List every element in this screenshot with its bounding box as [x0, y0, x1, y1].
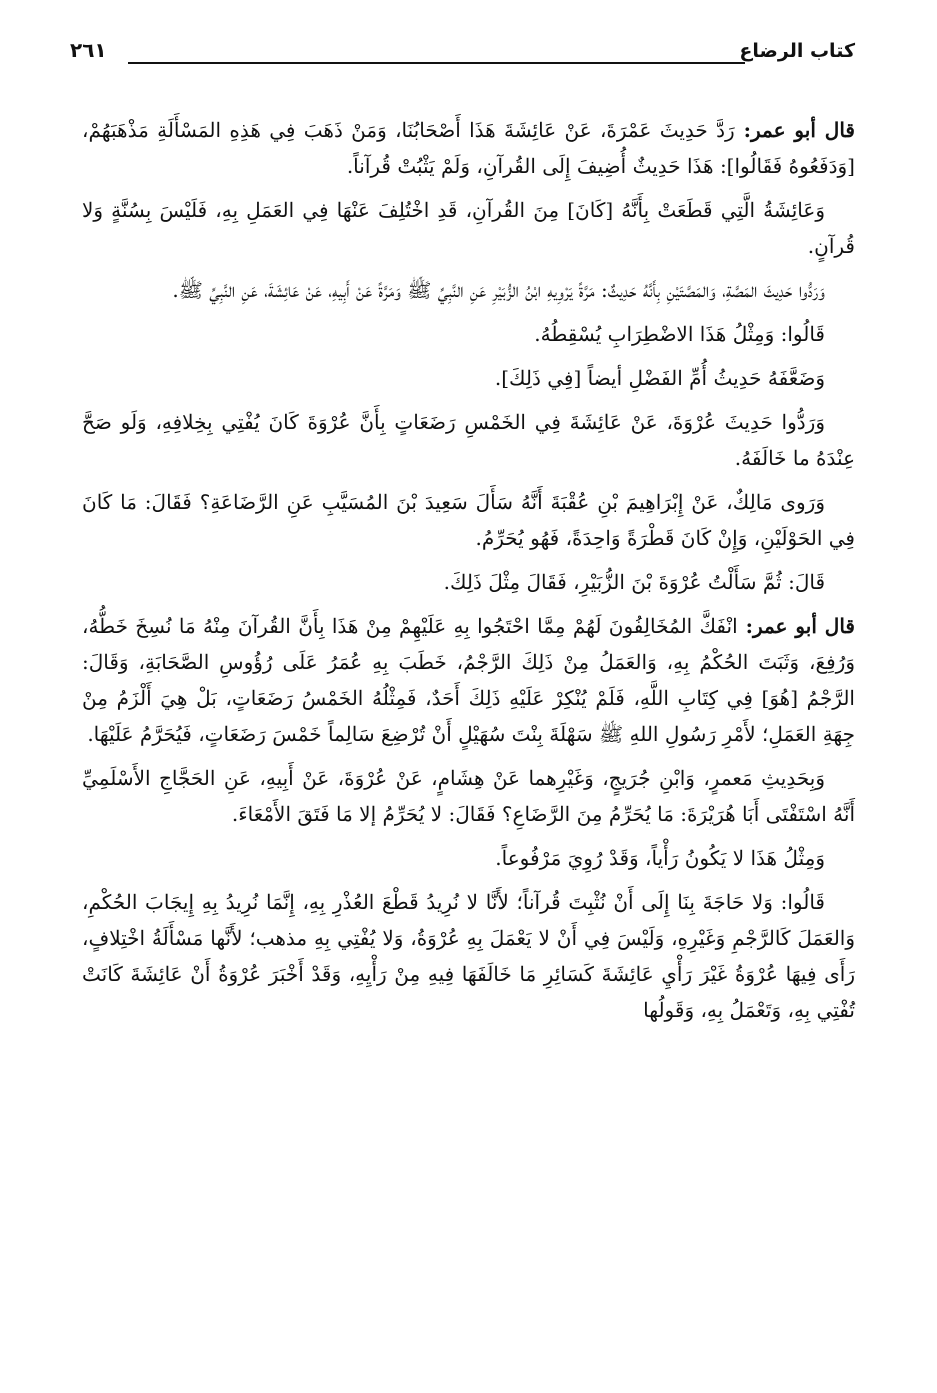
paragraph-text: قَالُوا: وَمِثْلُ هَذَا الاضْطِرَابِ يُسْقِطُهُ.	[534, 322, 825, 346]
header-rule	[128, 62, 745, 64]
paragraph-text: قَالَ: ثُمَّ سَأَلْتُ عُرْوَةَ بْنَ الزُّبَيْرِ، فَقَالَ مِثْلَ ذَلِكَ.	[443, 570, 825, 594]
paragraph	[82, 112, 855, 184]
paragraph-text: انْفَكَّ المُخَالِفُونَ لَهُمْ مِمَّا احْتَجُوا بِهِ عَلَيْهِمْ مِنْ هَذَا بِأَنَّ القُرآنَ مِنْهُ مَا نُسِخَ خَطُّهُ، وَرُفِعَ، وَثَبَتَ الحُكْمُ بِهِ، وَالعَمَلُ مِنْ ذَلِكَ الرَّجْمُ، خَطَبَ بِهِ عُمَرُ عَلَى رُؤُوسِ الصَّحَابَةِ، وَقَالَ: الرَّجْمُ [هُوَ] فِي كِتَابِ اللَّهِ، فَلَمْ يُنْكِرْ عَلَيْهِ ذَلِكَ أَحَدٌ، فَمِثْلُهُ الخَمْسُ رَضَعَاتٍ، بَلْ هِيَ أَلْزَمُ مِنْ جِهَةِ العَمَلِ؛ لأَمْرِ رَسُولِ اللهِ ﷺ سَهْلَةَ بِنْتَ سُهَيْلٍ أَنْ تُرْضِعَ سَالِماً خَمْسَ رَضَعَاتٍ، فَيُحَرَّمُ عَلَيْهَا.	[82, 614, 855, 746]
speaker-label: قال أبو عمر:	[737, 614, 855, 638]
paragraph	[82, 608, 855, 752]
paragraph	[82, 272, 855, 308]
paragraph	[82, 564, 855, 600]
paragraph	[82, 360, 855, 396]
page-header	[70, 38, 855, 78]
paragraph-text: وَعَائِشَةُ الَّتِي قَطَعَتْ بِأَنَّهُ [كَانَ] مِنَ القُرآنِ، قَدِ اخْتُلِفَ عَنْهَا فِي العَمَلِ بِهِ، فَلَيْسَ بِسُنَّةٍ وَلا قُرآنٍ.	[82, 198, 855, 258]
paragraph	[82, 316, 855, 352]
paragraph-text: وَرَدُّوا حَدِيثَ عُرْوَةَ، عَنْ عَائِشَةَ فِي الخَمْسِ رَضَعَاتٍ بِأَنَّ عُرْوَةَ كَانَ يُفْتِي بِخِلافِهِ، وَلَو صَحَّ عِنْدَهُ ما خَالَفَهُ.	[82, 410, 855, 470]
speaker-label: قال أبو عمر:	[734, 118, 855, 142]
paragraph-text: وَمِثْلُ هَذَا لا يَكُونُ رَأْياً، وَقَدْ رُوِيَ مَرْفُوعاً.	[495, 846, 825, 870]
paragraph-text: وَضَعَّفَهُ حَدِيثُ أُمِّ الفَضْلِ أيضاً [فِي ذَلِكَ].	[494, 366, 825, 390]
paragraph	[82, 840, 855, 876]
paragraph	[82, 760, 855, 832]
paragraph	[82, 484, 855, 556]
paragraph-text: قَالُوا: وَلا حَاجَةَ بِنَا إِلَى أَنْ نُثْبِتَ قُرآناً؛ لأَنَّا لا نُرِيدُ قَطْعَ العُذْرِ بِهِ، إِنَّمَا نُرِيدُ بِهِ إِيجَابَ الحُكْمِ، وَالعَمَلَ كَالرَّجْمِ وَغَيْرِهِ، وَلَيْسَ فِي أَنْ لا يَعْمَلَ بِهِ عُرْوَةُ، وَلا يُفْتِي بِهِ مذهب؛ لأَنَّها مَسْأَلَةُ اخْتِلافٍ، رَأَى فِيهَا عُرْوَةُ غَيْرَ رَأْيِ عَائِشَةَ كَسَائِرِ مَا خَالَفَهَا فِيهِ مِنْ رَأْيِهِ، وَقَدْ أَخْبَرَ عُرْوَةُ أَنْ عَائِشَةَ كَانَتْ تُفْتِي بِهِ، وَتَعْمَلُ بِهِ، وَقَولُها	[82, 890, 855, 1022]
paragraph	[82, 884, 855, 1028]
paragraph	[82, 192, 855, 264]
paragraph-text: رَدَّ حَدِيثَ عَمْرَةَ، عَنْ عَائِشَةَ هَذَا أَصْحَابُنَا، وَمَنْ ذَهَبَ فِي هَذِهِ المَسْأَلَةِ مَذْهَبَهُمْ، [وَدَفَعُوهُ فَقَالُوا]: هَذَا حَدِيثٌ أُضِيفَ إِلَى القُرآنِ، وَلَمْ يَثْبُتْ قُرآناً.	[82, 118, 855, 178]
page-number: ٢٦١	[70, 38, 107, 62]
paragraph-text: وَرَوى مَالِكٌ، عَنْ إِبْرَاهِيمَ بْنِ عُقْبَةَ أَنَّهُ سَأَلَ سَعِيدَ بْنَ المُسَيَّبِ عَنِ الرَّضَاعَةِ؟ فَقَالَ: مَا كَانَ فِي الحَوْلَيْنِ، وَإِنْ كَانَ قَطْرَةً وَاحِدَةً، فَهُو يُحَرِّمُ.	[82, 490, 855, 550]
paragraph-text: وَرَدُّوا حَدِيثَ المَصَّةِ، وَالمَصَّتَيْنِ بِأَنَّهُ حَدِيثٌ: مَرَّةً يَرْوِيهِ ابْنُ الزُّبَيْرِ عَنِ النَّبِيِّ ﷺ وَمَرَّةً عَنْ أَبِيهِ، عَنْ عَائِشَةَ، عَنِ النَّبِيِّ ﷺ.	[172, 278, 825, 302]
body-text	[82, 112, 855, 1036]
paragraph-text: وَبِحَدِيثِ مَعمرٍ، وَابْنِ جُرَيجٍ، وَغَيْرِهما عَنْ هِشَامٍ، عَنْ عُرْوَةَ، عَنْ أَبِيهِ، عَنِ الحَجَّاجِ الأَسْلَمِيِّ أَنَّهُ اسْتَفْتَى أَبَا هُرَيْرَةَ: مَا يُحَرِّمُ مِنَ الرَّضَاعِ؟ فَقَالَ: لا يُحَرِّمُ إلا مَا فَتَقَ الأَمْعَاءَ.	[82, 766, 855, 826]
paragraph	[82, 404, 855, 476]
running-title: كتاب الرضاع	[739, 40, 855, 62]
